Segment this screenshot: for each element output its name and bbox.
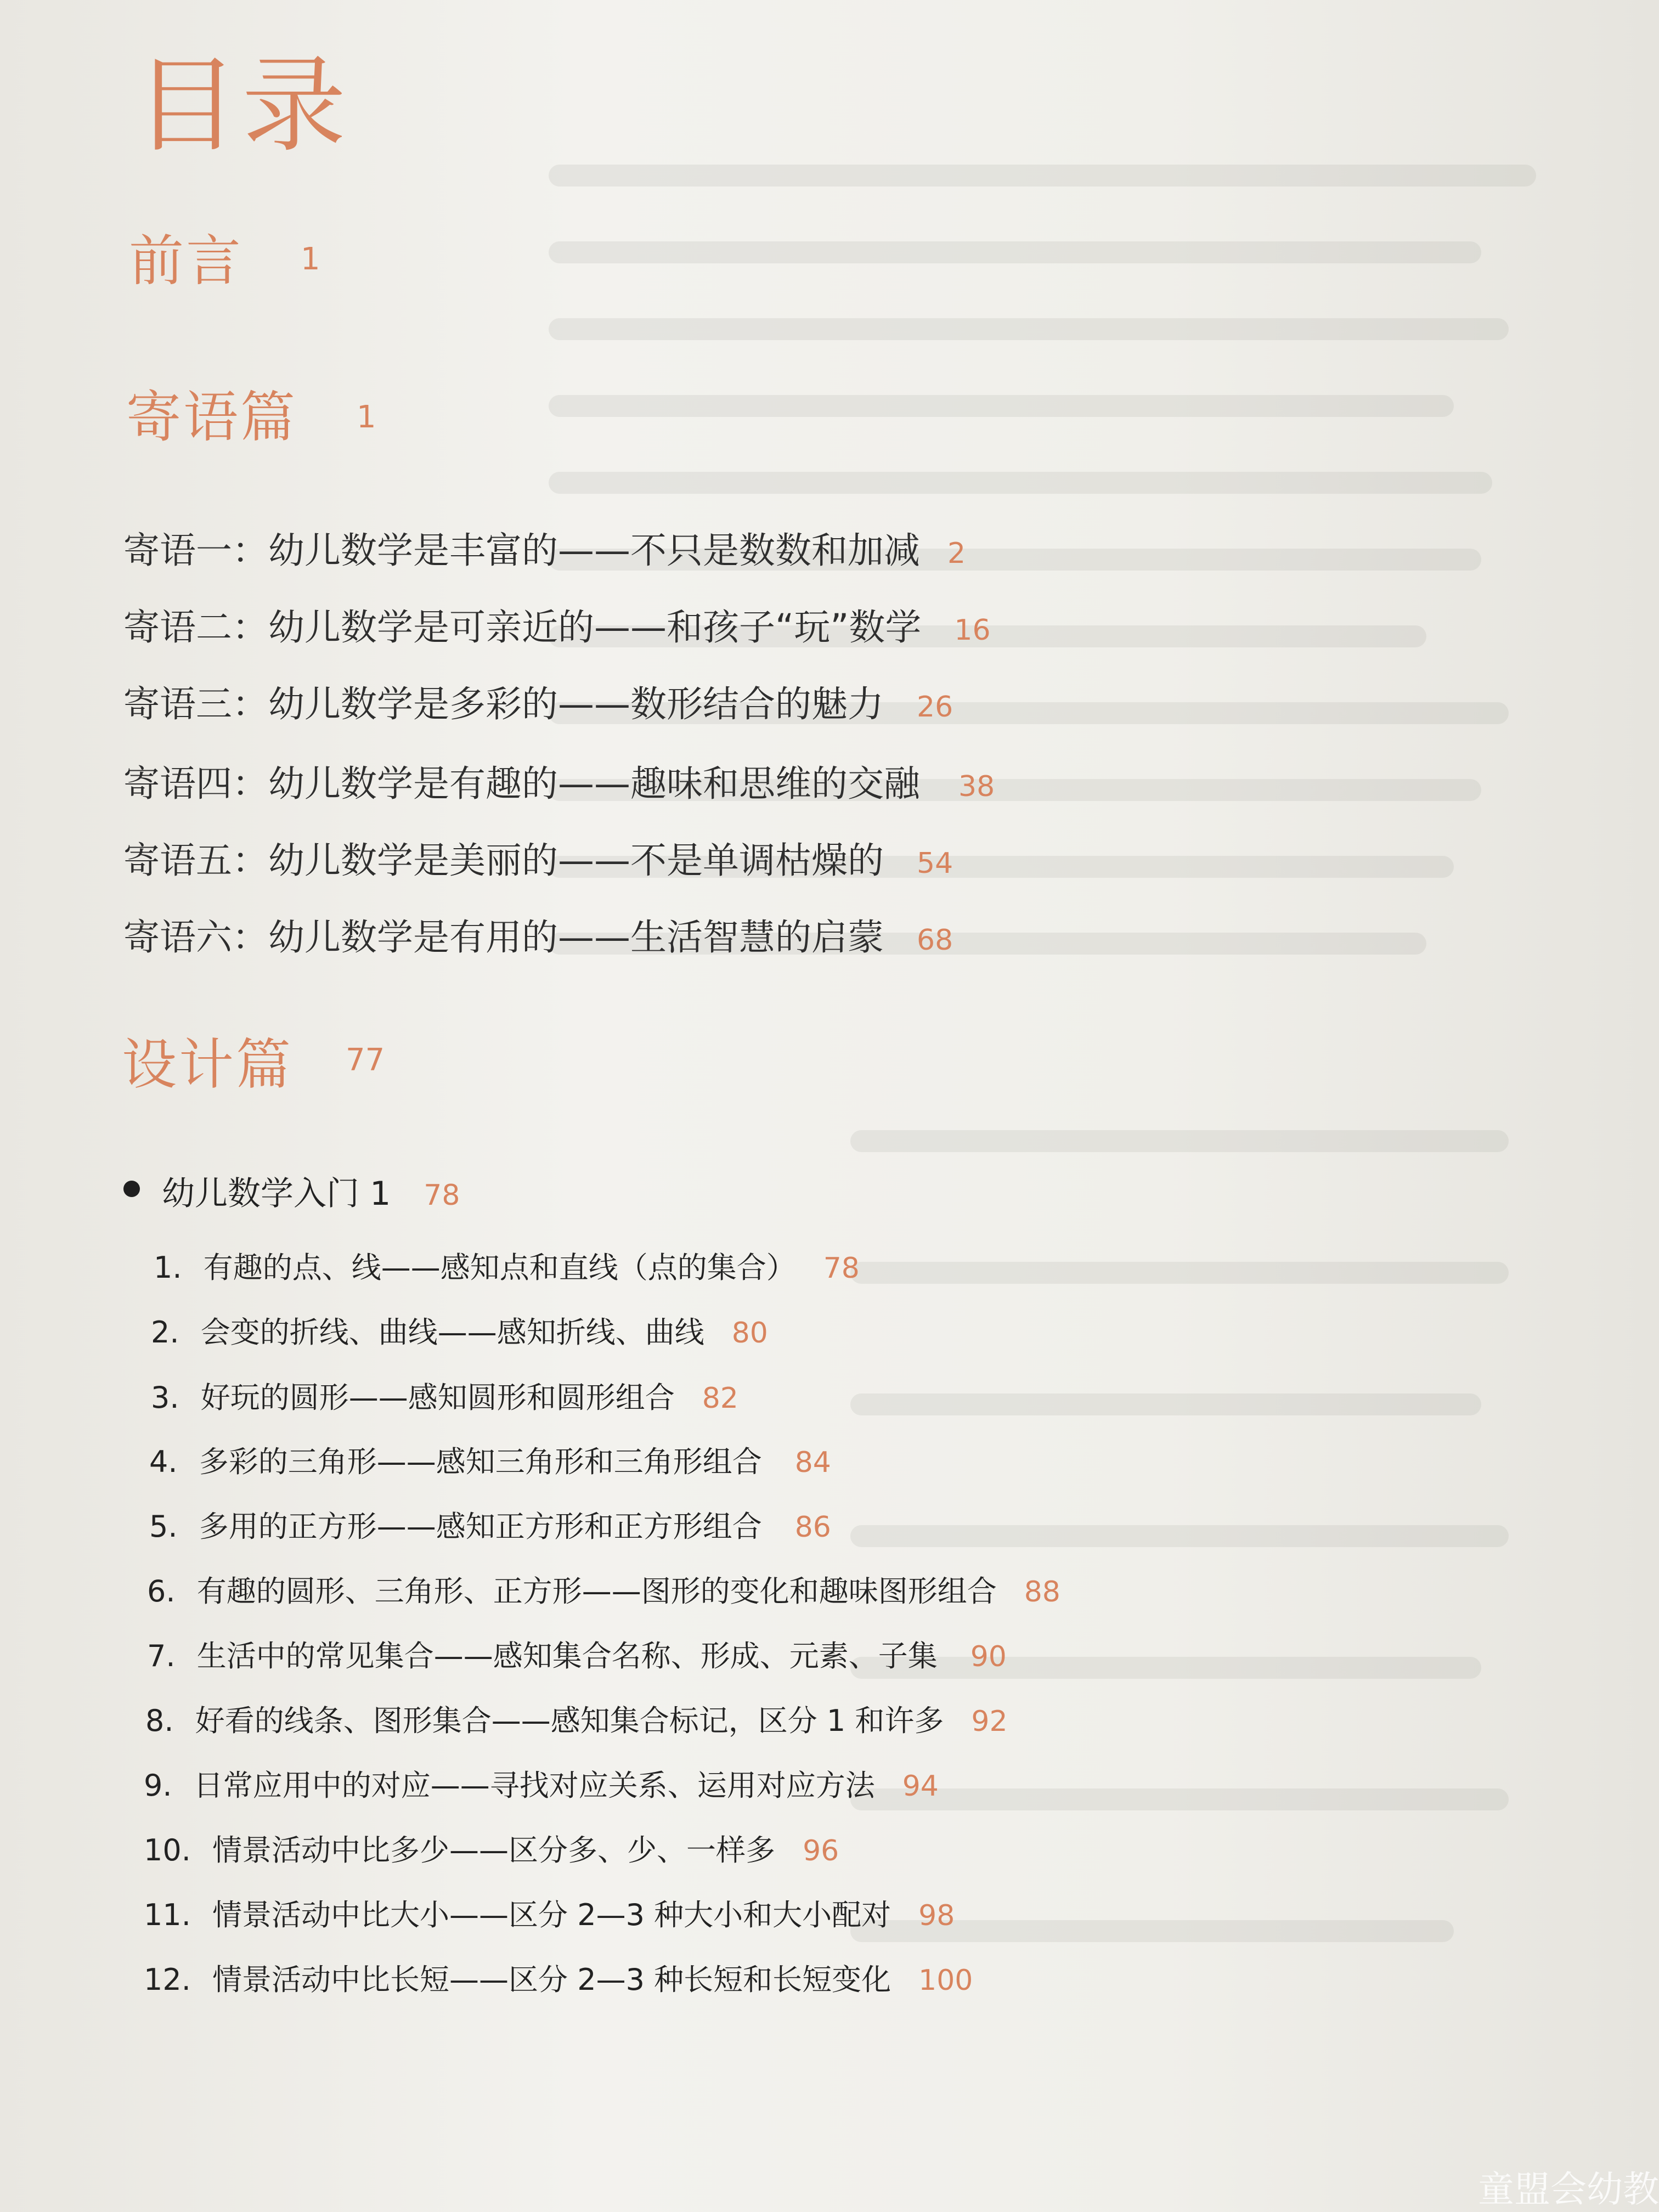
item-page-number: 98 [918,1899,955,1932]
item-number: 10. [144,1833,191,1867]
toc-item-1[interactable] [154,1244,860,1286]
entry-page-number: 16 [954,614,991,647]
preface-heading: 前言 [129,229,243,293]
item-title: 好玩的圆形——感知圆形和圆形组合 [200,1380,675,1415]
item-page-number: 82 [702,1382,738,1415]
entry-page-number: 38 [958,770,995,803]
entry-title: 寄语二：幼儿数学是可亲近的——和孩子“玩”数学 [123,606,922,648]
item-page-number: 90 [970,1640,1007,1673]
item-number: 11. [144,1898,191,1932]
chapter-page-number: 78 [424,1179,460,1212]
item-title: 有趣的圆形、三角形、正方形——图形的变化和趣味图形组合 [196,1574,997,1609]
item-title: 情景活动中比多少——区分多、少、一样多 [212,1833,776,1867]
item-page-number: 94 [902,1770,939,1803]
essays-section-heading: 寄语篇 [126,385,297,449]
toc-entry-essay-5[interactable] [123,831,953,883]
bullet-icon [123,1181,140,1197]
entry-page-number: 68 [917,924,953,957]
toc-entry-essay-2[interactable] [123,598,991,650]
toc-entry-essay-1[interactable] [123,521,966,573]
item-title: 有趣的点、线——感知点和直线（点的集合） [203,1250,796,1285]
toc-item-5[interactable] [149,1503,831,1545]
entry-title: 寄语六：幼儿数学是有用的——生活智慧的启蒙 [123,916,884,958]
item-page-number: 78 [823,1252,860,1285]
item-page-number: 80 [731,1317,768,1350]
toc-item-9[interactable] [144,1762,939,1804]
entry-page-number: 54 [917,847,953,880]
toc-item-12[interactable] [144,1956,973,1999]
toc-item-11[interactable] [144,1892,955,1934]
toc-entry-essay-4[interactable] [123,754,995,806]
item-number: 9. [144,1768,172,1803]
entry-page-number: 2 [947,537,966,570]
item-page-number: 88 [1024,1576,1060,1609]
item-page-number: 86 [794,1511,831,1544]
page-title: 目录 [134,45,350,166]
chapter-entry[interactable] [162,1167,460,1215]
design-section-heading: 设计篇 [122,1032,293,1097]
item-number: 2. [151,1315,179,1350]
item-page-number: 92 [971,1705,1008,1738]
item-number: 1. [154,1250,182,1285]
entry-title: 寄语一：幼儿数学是丰富的——不只是数数和加减 [123,529,920,572]
essays-section-page-number: 1 [357,399,376,435]
item-page-number: 100 [918,1964,973,1997]
chapter-title: 幼儿数学入门 1 [162,1175,391,1213]
toc-item-10[interactable] [144,1827,839,1869]
entry-title: 寄语四：幼儿数学是有趣的——趣味和思维的交融 [123,763,920,805]
design-section-page-number: 77 [346,1042,385,1078]
item-number: 5. [149,1509,178,1544]
item-title: 生活中的常见集合——感知集合名称、形成、元素、子集 [196,1639,938,1673]
toc-entry-essay-6[interactable] [123,908,953,960]
item-title: 多用的正方形——感知正方形和正方形组合 [199,1509,762,1544]
item-title: 日常应用中的对应——寻找对应关系、运用对应方法 [193,1768,875,1803]
item-title: 会变的折线、曲线——感知折线、曲线 [200,1315,704,1350]
toc-item-3[interactable] [151,1374,738,1417]
item-number: 3. [151,1380,179,1415]
item-page-number: 84 [794,1446,831,1479]
item-title: 好看的线条、图形集合——感知集合标记，区分 1 和许多 [195,1703,944,1738]
watermark: 童盟会幼教 [1478,2168,1659,2210]
item-title: 情景活动中比大小——区分 2—3 种大小和大小配对 [212,1898,891,1932]
entry-page-number: 26 [917,691,953,724]
item-number: 8. [145,1703,174,1738]
item-number: 4. [149,1444,178,1479]
item-page-number: 96 [803,1835,839,1867]
toc-item-4[interactable] [149,1438,831,1481]
toc-item-2[interactable] [151,1309,768,1351]
item-number: 7. [147,1639,176,1673]
item-number: 6. [147,1574,176,1609]
entry-title: 寄语五：幼儿数学是美丽的——不是单调枯燥的 [123,839,884,882]
item-title: 多彩的三角形——感知三角形和三角形组合 [199,1444,762,1479]
toc-item-7[interactable] [147,1633,1007,1675]
item-title: 情景活动中比长短——区分 2—3 种长短和长短变化 [212,1962,891,1997]
toc-item-8[interactable] [145,1697,1008,1740]
entry-title: 寄语三：幼儿数学是多彩的——数形结合的魅力 [123,683,884,725]
toc-item-6[interactable] [147,1568,1060,1610]
toc-entry-essay-3[interactable] [123,675,953,727]
item-number: 12. [144,1962,191,1997]
preface-page-number: 1 [301,241,320,277]
